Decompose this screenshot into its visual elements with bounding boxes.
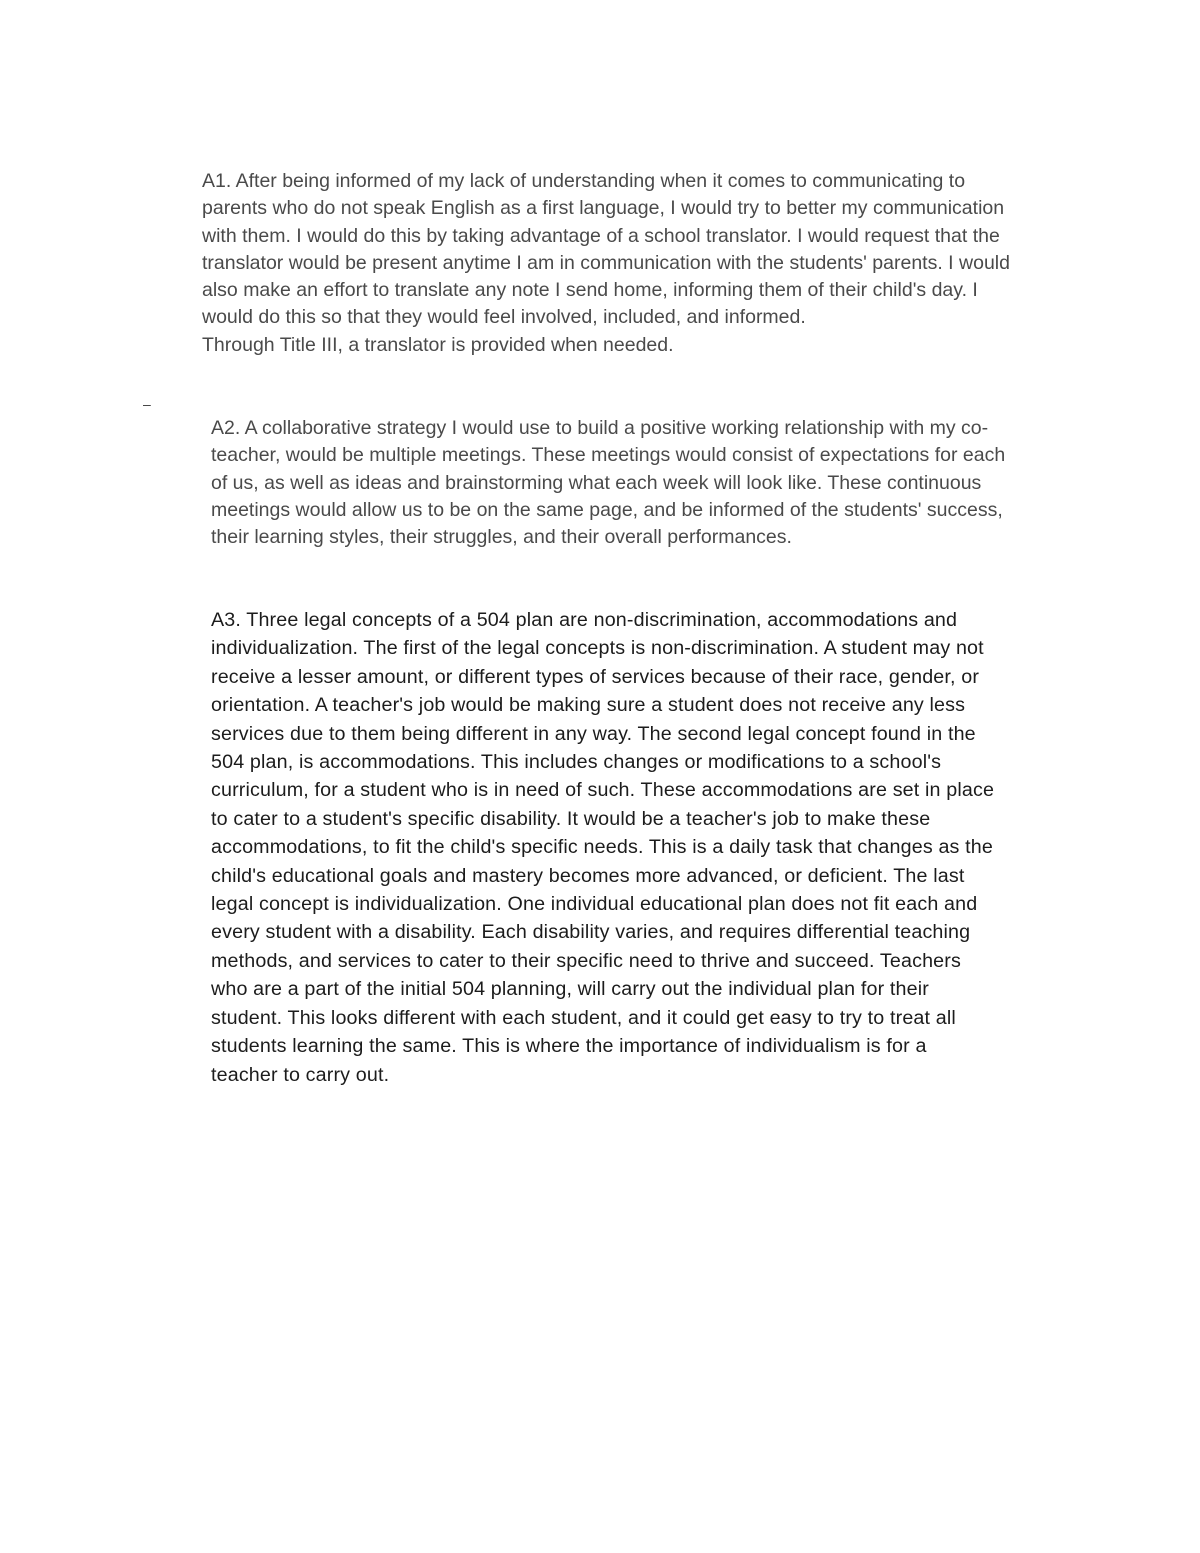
answer-a1-paragraph: A1. After being informed of my lack of understanding when it comes to communicating to parents who do not speak English as a first language, I would try to better my communication with them. I would do this by taking advantage of a school translator. I would request that the translator would be present anytime I am in communication with the students' parents. I would also make an effort to translate any note I send home, informing them of their child's day. I would do this so that they would feel involved, included, and informed. Through Title III, a translator is provided when needed. <box>202 170 1010 356</box>
stray-dash-mark: – <box>143 396 151 412</box>
answer-a2-paragraph: A2. A collaborative strategy I would use to build a positive working relationship with my co- teacher, would be multiple meetings. These meetings would consist of expectations for each of us, as well as ideas and brainstorming what each week will look like. These continuous meetings would allow us to be on the same page, and be informed of the students' success, their learning styles, their struggles, and their overall performances. <box>211 417 1006 549</box>
answer-a3-paragraph: A3. Three legal concepts of a 504 plan are non-discrimination, accommodations and individualization. The first of the legal concepts is non-discrimination. A student may not receive a lesser amount, or different types of services because of their race, gender, or orientation. A teacher's job would be making sure a student does not receive any less services due to them being different in any way. The second legal concept found in the 504 plan, is accommodations. This includes changes or modifications to a school's curriculum, for a student who is in need of such. These accommodations are set in place to cater to a student's specific disability. It would be a teacher's job to make these accommodations, to fit the child's specific needs. This is a daily task that changes as the child's educational goals and mastery becomes more advanced, or deficient. The last legal concept is individualization. One individual educational plan does not fit each and every student with a disability. Each disability varies, and requires differential teaching methods, and services to cater to their specific need to thrive and succeed. Teachers who are a part of the initial 504 planning, will carry out the individual plan for their student. This looks different with each student, and it could get easy to try to treat all students learning the same. This is where the importance of individualism is for a teacher to carry out. <box>211 609 995 1086</box>
